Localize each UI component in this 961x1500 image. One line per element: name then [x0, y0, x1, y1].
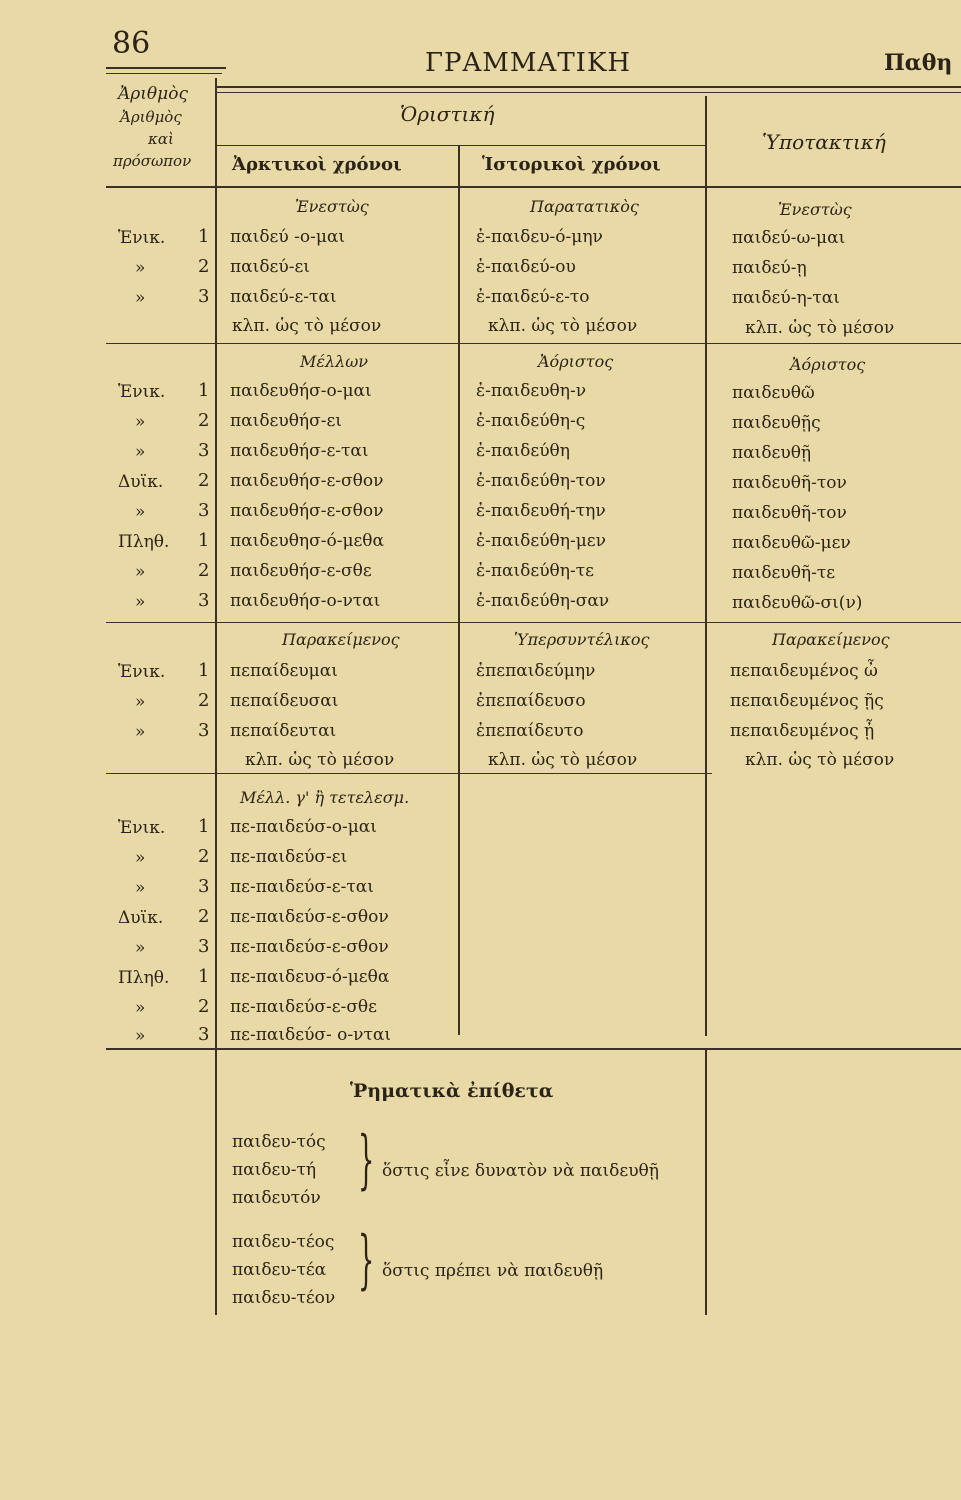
form-cell: ἐπεπαίδευσο — [476, 691, 586, 711]
form-cell: παιδευθήσ-ο-νται — [230, 591, 381, 611]
form-cell: παιδευθήσ-ο-μαι — [230, 381, 372, 401]
verbal-form: παιδευτόν — [232, 1188, 321, 1208]
rule — [215, 78, 217, 1048]
subheading: Ἀόριστος — [538, 352, 614, 371]
header-numperson: Ἀριθμὸς — [120, 108, 182, 126]
form-cell: παιδευθῶ — [732, 383, 815, 403]
form-cell: κλπ. ὡς τὸ μέσον — [245, 750, 395, 770]
verbal-form: παιδευ-τός — [232, 1132, 326, 1152]
form-cell: πεπαιδευμένος ὦ — [730, 661, 878, 681]
form-cell: πε-παιδεύσ-ει — [230, 847, 348, 867]
row-label: Ἑνικ. — [118, 662, 166, 682]
form-cell: πε-παιδεύσ-ο-μαι — [230, 817, 377, 837]
subheading: Παρατατικὸς — [530, 197, 639, 216]
form-cell: ἐ-παιδεύθη-μεν — [476, 531, 606, 551]
running-right: Παθη — [884, 50, 953, 76]
form-cell: ἐ-παιδεύθη — [476, 441, 570, 461]
subheading: Ἐνεστὼς — [295, 197, 369, 216]
rule — [106, 73, 222, 74]
row-number: 2 — [198, 256, 210, 277]
form-cell: ἐ-παιδεύ-ου — [476, 257, 576, 277]
row-number: 3 — [198, 440, 210, 461]
form-cell: πε-παιδεύσ-ε-σθε — [230, 997, 377, 1017]
form-cell: παιδεύ-ῃ — [732, 258, 807, 278]
form-cell: παιδευθήσ-ε-σθον — [230, 501, 384, 521]
form-cell: πεπαίδευται — [230, 721, 337, 741]
rule — [215, 1050, 217, 1315]
form-cell: κλπ. ὡς τὸ μέσον — [488, 316, 638, 336]
header-numperson: πρόσωπον — [113, 152, 192, 170]
form-cell: κλπ. ὡς τὸ μέσον — [232, 316, 382, 336]
subheading: Παρακείμενος — [282, 630, 400, 649]
row-label: » — [135, 502, 146, 522]
rule — [106, 773, 712, 774]
row-number: 1 — [198, 530, 210, 551]
row-label: Ἑνικ. — [118, 818, 166, 838]
verbal-form: παιδευ-τέα — [232, 1260, 327, 1280]
form-cell: ἐ-παιδεύθη-σαν — [476, 591, 610, 611]
brace: } — [358, 1223, 375, 1297]
row-number: 2 — [198, 996, 210, 1017]
form-cell: ἐ-παιδεύθη-τον — [476, 471, 606, 491]
form-cell: ἐ-παιδεύ-ε-το — [476, 287, 590, 307]
row-number: 3 — [198, 500, 210, 521]
verbal-form: παιδευ-τή — [232, 1160, 317, 1180]
form-cell: παιδευθήσ-ε-σθε — [230, 561, 372, 581]
subheading: Μέλλων — [300, 352, 369, 371]
row-label: » — [135, 938, 146, 958]
row-number: 2 — [198, 846, 210, 867]
header-oristiki: Ὁριστική — [400, 102, 495, 126]
form-cell: παιδευθῆ-τον — [732, 473, 847, 493]
verbal-form: παιδευ-τέον — [232, 1288, 336, 1308]
rule — [458, 145, 460, 1035]
form-cell: παιδευθήσ-ει — [230, 411, 342, 431]
row-number: 2 — [198, 560, 210, 581]
form-cell: πεπαίδευμαι — [230, 661, 338, 681]
rule — [230, 187, 280, 188]
row-label: Πληθ. — [118, 968, 170, 988]
rule — [705, 96, 707, 1036]
header-arktikoi: Ἀρκτικοὶ χρόνοι — [232, 154, 402, 175]
row-label: » — [135, 848, 146, 868]
form-cell: ἐπεπαιδεύμην — [476, 661, 596, 681]
row-label: » — [135, 878, 146, 898]
rule — [106, 622, 961, 623]
form-cell: παιδευθήσ-ε-ται — [230, 441, 369, 461]
row-label: » — [135, 412, 146, 432]
row-number: 1 — [198, 660, 210, 681]
form-cell: παιδευθησ-ό-μεθα — [230, 531, 385, 551]
form-cell: παιδευθῶ-σι(ν) — [732, 593, 863, 613]
form-cell: πε-παιδεύσ-ε-ται — [230, 877, 374, 897]
rule — [395, 187, 445, 188]
form-cell: παιδεύ-η-ται — [732, 288, 840, 308]
form-cell: πεπαιδευμένος ᾖ — [730, 721, 875, 741]
rule — [106, 67, 226, 69]
row-label: Ἑνικ. — [118, 228, 166, 248]
row-number: 3 — [198, 720, 210, 741]
row-label: » — [135, 592, 146, 612]
verbal-note: ὅστις εἶνε δυνατὸν νὰ παιδευθῇ — [382, 1161, 659, 1181]
row-number: 1 — [198, 966, 210, 987]
form-cell: ἐ-παιδευθη-ν — [476, 381, 587, 401]
row-label: Ἑνικ. — [118, 382, 166, 402]
form-cell: ἐπεπαίδευτο — [476, 721, 584, 741]
row-number: 1 — [198, 380, 210, 401]
brace: } — [358, 1123, 375, 1197]
form-cell: πεπαίδευσαι — [230, 691, 339, 711]
subheading: Ἐνεστὼς — [778, 200, 852, 219]
subheading: Παρακείμενος — [772, 630, 890, 649]
verbal-form: παιδευ-τέος — [232, 1232, 335, 1252]
running-title: ΓΡΑΜΜΑΤΙΚΗ — [425, 48, 632, 78]
form-cell: παιδευθῆ-τε — [732, 563, 836, 583]
subheading: Μέλλ. γ' ἢ τετελεσμ. — [240, 788, 410, 807]
form-cell: παιδευθήσ-ε-σθον — [230, 471, 384, 491]
rule — [215, 92, 961, 93]
form-cell: πε-παιδεύσ- ο-νται — [230, 1025, 392, 1045]
form-cell: παιδεύ-ει — [230, 257, 310, 277]
page-number: 86 — [112, 26, 151, 61]
rule — [106, 1048, 961, 1050]
row-label: Πληθ. — [118, 532, 170, 552]
row-label: » — [135, 562, 146, 582]
row-label: » — [135, 442, 146, 462]
form-cell: παιδεύ-ω-μαι — [732, 228, 846, 248]
form-cell: παιδευθῇ — [732, 443, 812, 463]
form-cell: παιδεύ -ο-μαι — [230, 227, 346, 247]
header-numperson: καὶ — [148, 130, 174, 148]
row-label: » — [135, 288, 146, 308]
form-cell: παιδεύ-ε-ται — [230, 287, 337, 307]
rule — [215, 86, 961, 88]
verbal-note: ὅστις πρέπει νὰ παιδευθῇ — [382, 1261, 604, 1281]
row-number: 3 — [198, 876, 210, 897]
form-cell: παιδευθῇς — [732, 413, 821, 433]
form-cell: παιδευθῶ-μεν — [732, 533, 851, 553]
form-cell: πεπαιδευμένος ῇς — [730, 691, 884, 711]
row-number: 2 — [198, 470, 210, 491]
row-number: 2 — [198, 690, 210, 711]
form-cell: κλπ. ὡς τὸ μέσον — [745, 318, 895, 338]
form-cell: ἐ-παιδεύθη-ς — [476, 411, 586, 431]
form-cell: ἐ-παιδευθή-την — [476, 501, 606, 521]
row-label: Δυϊκ. — [118, 908, 164, 928]
row-number: 2 — [198, 410, 210, 431]
rule — [215, 145, 705, 146]
rule — [705, 1050, 707, 1315]
form-cell: πε-παιδευσ-ό-μεθα — [230, 967, 390, 987]
form-cell: ἐ-παιδεύθη-τε — [476, 561, 594, 581]
row-number: 1 — [198, 226, 210, 247]
form-cell: κλπ. ὡς τὸ μέσον — [745, 750, 895, 770]
row-number: 2 — [198, 906, 210, 927]
row-label: » — [135, 1026, 146, 1046]
row-number: 3 — [198, 1024, 210, 1045]
verbal-adjectives-title: Ῥηματικὰ ἐπίθετα — [350, 1080, 554, 1102]
row-label: » — [135, 998, 146, 1018]
form-cell: παιδευθῆ-τον — [732, 503, 847, 523]
subheading: Ὑπερσυντέλικος — [514, 630, 650, 649]
subheading: Ἀόριστος — [790, 355, 866, 374]
row-label: Δυϊκ. — [118, 472, 164, 492]
header-istorikoi: Ἱστορικοὶ χρόνοι — [482, 154, 661, 175]
row-number: 1 — [198, 816, 210, 837]
row-label: » — [135, 692, 146, 712]
row-number: 3 — [198, 590, 210, 611]
header-numperson: Ἀριθμὸς — [118, 84, 188, 104]
rule — [106, 343, 961, 344]
row-label: » — [135, 722, 146, 742]
row-number: 3 — [198, 936, 210, 957]
form-cell: ἐ-παιδευ-ό-μην — [476, 227, 603, 247]
form-cell: πε-παιδεύσ-ε-σθον — [230, 907, 389, 927]
form-cell: κλπ. ὡς τὸ μέσον — [488, 750, 638, 770]
header-ypotaktiki: Ὑποτακτική — [762, 130, 886, 154]
form-cell: πε-παιδεύσ-ε-σθον — [230, 937, 389, 957]
row-label: » — [135, 258, 146, 278]
row-number: 3 — [198, 286, 210, 307]
